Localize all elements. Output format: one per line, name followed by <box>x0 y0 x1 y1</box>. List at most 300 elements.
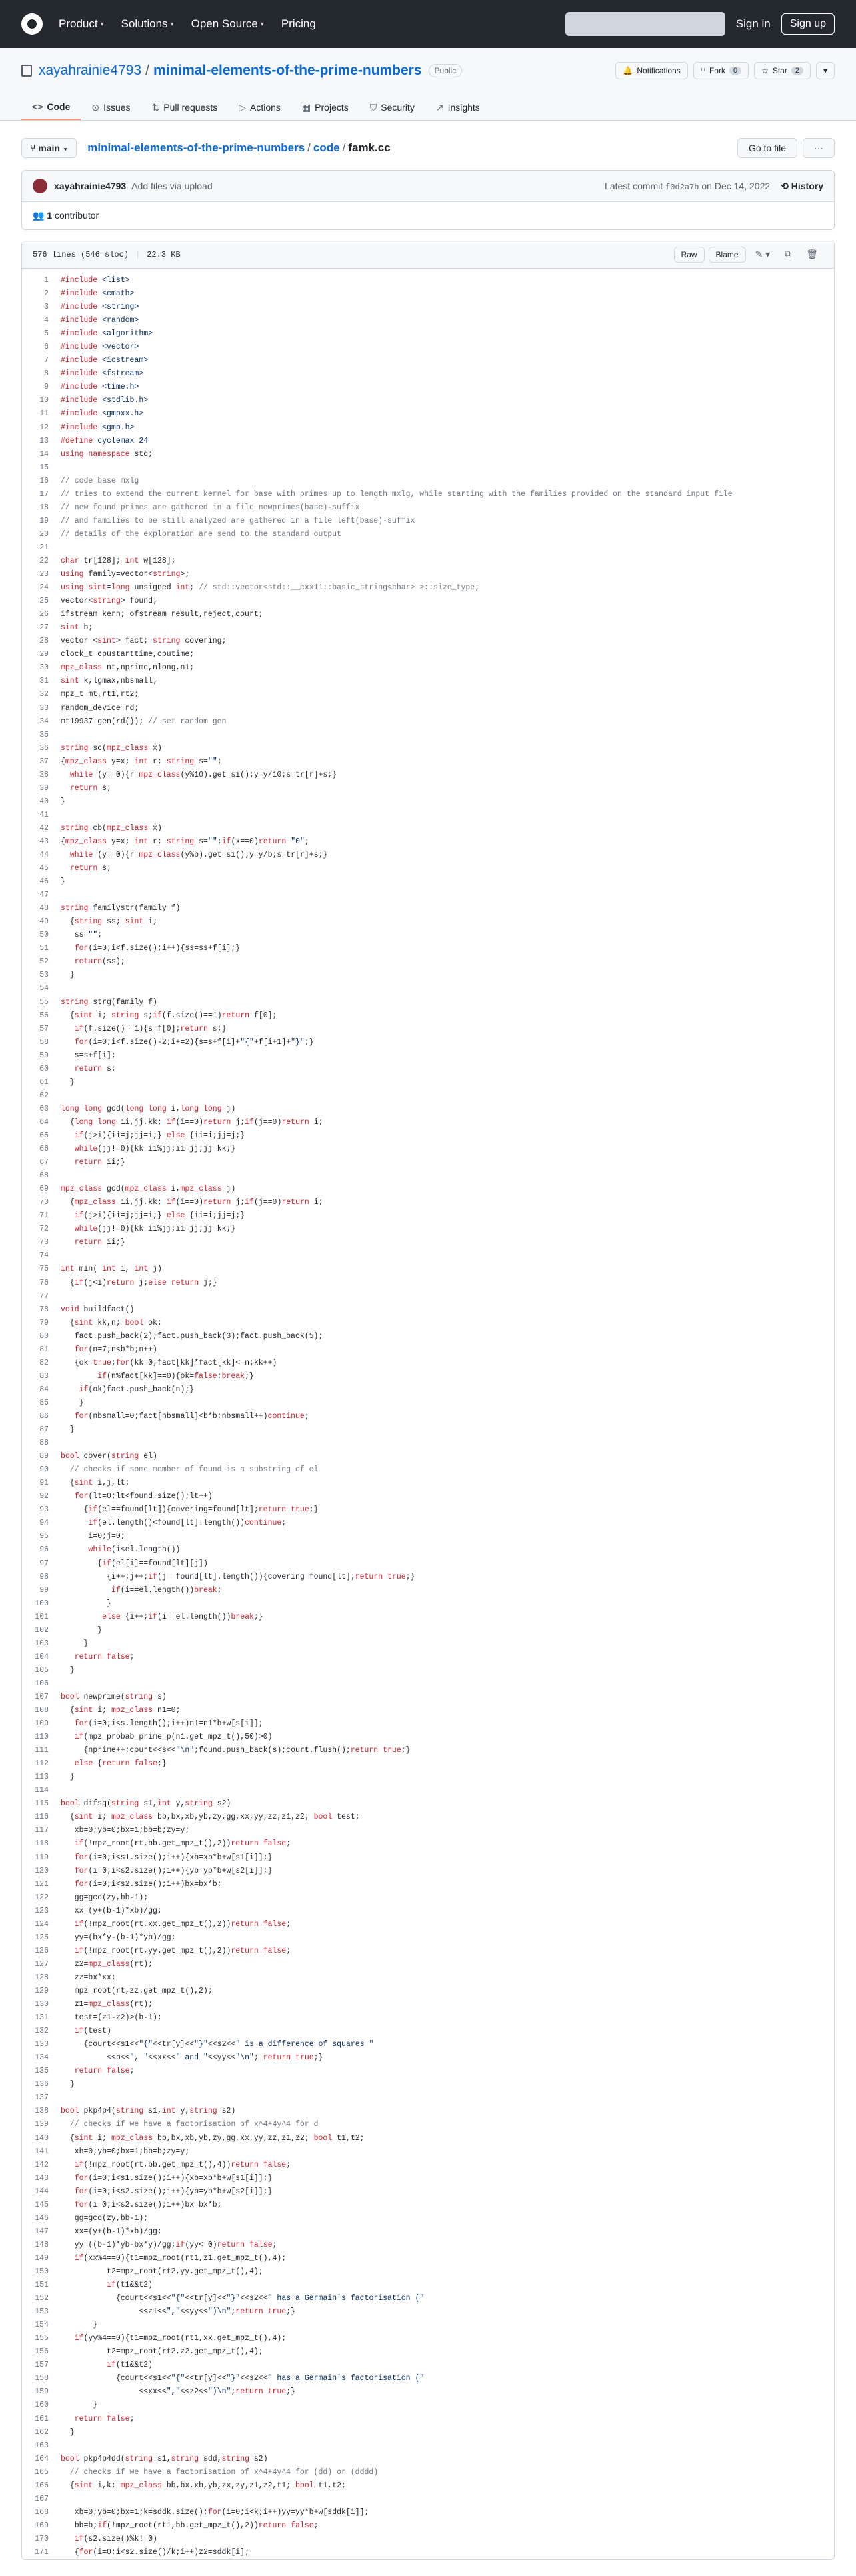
line-number[interactable]: 63 <box>39 1104 49 1113</box>
line-number[interactable]: 88 <box>39 1439 49 1448</box>
code-text: gg=gcd(zy,bb-1); <box>61 1893 149 1902</box>
line-number[interactable]: 14 <box>39 449 49 459</box>
line-number[interactable]: 144 <box>35 2187 49 2196</box>
code-text: {sint i; mpz_class bb,bx,xb,yb,zy,gg,xx,yy,zz,z1,z2; bool test; <box>61 1813 360 1822</box>
code-line <box>22 1517 834 1530</box>
code-line <box>22 1103 834 1116</box>
code-text: vector<string> found; <box>61 597 157 606</box>
repo-name-link[interactable]: minimal-elements-of-the-prime-numbers <box>153 63 422 78</box>
more-options-button[interactable]: ··· <box>803 138 835 158</box>
edit-icon[interactable]: ✎ ▾ <box>755 249 771 259</box>
line-number[interactable]: 111 <box>35 1746 49 1755</box>
breadcrumb-repo-link[interactable]: minimal-elements-of-the-prime-numbers <box>87 141 305 154</box>
code-text: mt19937 gen(rd()); // set random gen <box>61 717 227 726</box>
code-line <box>22 915 834 929</box>
code-text: // checks if we have a factorisation of x^4+4y^4 for (dd) or (dddd) <box>61 2467 379 2477</box>
chevron-down-icon: ▾ <box>170 20 174 28</box>
line-number[interactable]: 50 <box>39 931 49 940</box>
line-number[interactable]: 45 <box>39 864 49 873</box>
sign-in-link[interactable]: Sign in <box>735 17 771 30</box>
commit-hash-link[interactable]: f0d2a7b <box>665 182 699 192</box>
line-number[interactable]: 1 <box>44 276 49 285</box>
line-number[interactable]: 39 <box>39 783 49 793</box>
line-number[interactable]: 81 <box>39 1345 49 1354</box>
line-number[interactable]: 117 <box>35 1826 49 1835</box>
tab-security[interactable] <box>359 95 425 120</box>
line-number[interactable]: 7 <box>44 356 49 365</box>
code-line <box>22 1651 834 1664</box>
copy-icon[interactable]: ⧉ <box>785 249 792 259</box>
code-text: // code base mxlg <box>61 476 139 485</box>
line-number[interactable]: 145 <box>35 2200 49 2209</box>
history-button[interactable] <box>781 181 823 192</box>
star-button[interactable] <box>754 62 811 79</box>
tab-actions[interactable] <box>228 95 291 120</box>
code-text: bool difsq(string s1,int y,string s2) <box>61 1799 231 1809</box>
code-line <box>22 809 834 822</box>
code-text: xb=0;yb=0;bx=1;bb=b;zy=y; <box>61 2147 190 2156</box>
line-number[interactable]: 40 <box>39 797 49 806</box>
line-number[interactable]: 17 <box>39 489 49 499</box>
line-number[interactable]: 72 <box>39 1225 49 1234</box>
line-number[interactable]: 65 <box>39 1131 49 1140</box>
line-number[interactable]: 105 <box>35 1665 49 1675</box>
line-number[interactable]: 146 <box>35 2213 49 2223</box>
code-line <box>22 955 834 969</box>
code-line <box>22 2506 834 2519</box>
code-line <box>22 2145 834 2159</box>
line-number[interactable]: 30 <box>39 663 49 673</box>
line-number[interactable]: 128 <box>35 1973 49 1982</box>
line-number[interactable]: 112 <box>35 1759 49 1769</box>
line-number[interactable]: 125 <box>35 1933 49 1942</box>
contributors-bar <box>21 202 835 230</box>
code-text: fact.push_back(2);fact.push_back(3);fact.push_back(5); <box>61 1331 323 1341</box>
code-line <box>22 1370 834 1383</box>
pr-icon: ⇅ <box>151 101 160 113</box>
line-number[interactable]: 158 <box>35 2374 49 2383</box>
line-number[interactable]: 23 <box>39 570 49 579</box>
line-number[interactable]: 124 <box>35 1919 49 1929</box>
commit-date: on Dec 14, 2022 <box>701 180 771 191</box>
code-line <box>22 1503 834 1517</box>
line-number[interactable]: 160 <box>35 2401 49 2410</box>
code-text: #include <cmath> <box>61 289 135 299</box>
line-number[interactable]: 12 <box>39 423 49 432</box>
code-text: for(nbsmall=0;fact[nbsmall]<b*b;nbsmall++)continue; <box>74 1411 309 1421</box>
line-number[interactable]: 4 <box>44 316 49 325</box>
line-number[interactable]: 147 <box>35 2227 49 2236</box>
line-number[interactable]: 71 <box>39 1211 49 1221</box>
line-number[interactable]: 43 <box>39 837 49 846</box>
code-line <box>22 2252 834 2265</box>
line-number[interactable]: 134 <box>35 2053 49 2063</box>
code-text: for(lt=0;lt<found.size();lt++) <box>74 1492 213 1501</box>
line-number[interactable]: 96 <box>39 1545 49 1555</box>
line-number[interactable]: 47 <box>39 891 49 900</box>
line-number[interactable]: 92 <box>39 1492 49 1501</box>
line-number[interactable]: 68 <box>39 1171 49 1181</box>
code-line <box>22 381 834 394</box>
code-line <box>22 2359 834 2372</box>
line-number[interactable]: 26 <box>39 610 49 619</box>
line-number[interactable]: 110 <box>35 1733 49 1742</box>
line-number[interactable]: 102 <box>35 1625 49 1635</box>
line-number[interactable]: 159 <box>35 2387 49 2397</box>
line-number[interactable]: 85 <box>39 1398 49 1407</box>
code-text: if(!mpz_root(rt,bb.get_mpz_t(),4))return false; <box>74 2160 291 2169</box>
code-line <box>22 1477 834 1490</box>
trash-icon[interactable]: 🗑 <box>806 249 818 259</box>
line-number[interactable]: 6 <box>44 343 49 352</box>
line-number[interactable]: 93 <box>39 1505 49 1515</box>
line-number[interactable]: 74 <box>39 1251 49 1261</box>
repo-header <box>0 48 856 121</box>
line-number[interactable]: 103 <box>35 1639 49 1648</box>
line-number[interactable]: 95 <box>39 1532 49 1541</box>
code-text: #include <vector> <box>61 343 139 352</box>
code-line <box>22 475 834 488</box>
code-text: // checks if we have a factorisation of x^4+4y^4 for d <box>61 2120 319 2129</box>
line-number[interactable]: 137 <box>35 2093 49 2103</box>
line-number[interactable]: 131 <box>35 2013 49 2023</box>
line-number[interactable]: 151 <box>35 2281 49 2290</box>
line-number[interactable]: 116 <box>35 1813 49 1822</box>
notifications-button[interactable] <box>615 62 687 79</box>
line-number[interactable]: 27 <box>39 623 49 633</box>
code-text: return ii;} <box>74 1158 125 1167</box>
breadcrumb-folder-link[interactable]: code <box>313 141 340 154</box>
line-number[interactable]: 48 <box>39 904 49 913</box>
line-number[interactable]: 109 <box>35 1719 49 1729</box>
notifications-label: Notifications <box>637 66 681 75</box>
code-text: } <box>61 1665 75 1675</box>
code-line <box>22 2239 834 2252</box>
line-number[interactable]: 120 <box>35 1866 49 1875</box>
line-number[interactable]: 163 <box>35 2441 49 2450</box>
line-number[interactable]: 169 <box>35 2521 49 2530</box>
code-line <box>22 394 834 407</box>
line-number[interactable]: 52 <box>39 957 49 967</box>
line-number[interactable]: 130 <box>35 2000 49 2009</box>
line-number[interactable]: 107 <box>35 1692 49 1701</box>
code-text: #include <fstream> <box>61 369 144 379</box>
line-number[interactable]: 83 <box>39 1371 49 1381</box>
line-number[interactable]: 91 <box>39 1479 49 1488</box>
line-number[interactable]: 62 <box>39 1091 49 1100</box>
line-number[interactable]: 28 <box>39 637 49 646</box>
line-number[interactable]: 80 <box>39 1331 49 1341</box>
code-listing <box>22 269 834 2559</box>
line-number[interactable]: 34 <box>39 717 49 726</box>
line-number[interactable]: 76 <box>39 1278 49 1287</box>
line-number[interactable]: 20 <box>39 529 49 539</box>
line-number[interactable]: 24 <box>39 583 49 593</box>
code-text: z2=mpz_class(rt); <box>61 1959 153 1969</box>
line-number[interactable]: 113 <box>35 1773 49 1782</box>
code-text: <<b<<", "<<xx<<" and "<<yy<<"\n"; return true;} <box>61 2053 323 2063</box>
code-line <box>22 702 834 715</box>
code-text: xx=(y+(b-1)*xb)/gg; <box>61 2227 162 2236</box>
code-line <box>22 2105 834 2118</box>
line-number[interactable]: 123 <box>35 1906 49 1915</box>
line-number[interactable]: 171 <box>35 2547 49 2557</box>
line-number[interactable]: 44 <box>39 851 49 860</box>
code-text: while (y!=0){r=mpz_class(y%b).get_si();y=y/b;s=tr[r]+s;} <box>69 851 328 860</box>
line-number[interactable]: 149 <box>35 2253 49 2263</box>
line-number[interactable]: 133 <box>35 2040 49 2049</box>
code-text: } <box>61 1625 103 1635</box>
line-number[interactable]: 38 <box>39 770 49 779</box>
line-number[interactable]: 122 <box>35 1893 49 1902</box>
line-number[interactable]: 18 <box>39 503 49 512</box>
line-number[interactable]: 3 <box>44 303 49 312</box>
nav-product[interactable] <box>59 17 104 31</box>
line-number[interactable]: 64 <box>39 1117 49 1127</box>
code-text: while(jj!=0){kk=ii%jj;ii=jj;jj=kk;} <box>74 1225 236 1234</box>
line-number[interactable]: 42 <box>39 823 49 833</box>
line-number[interactable]: 154 <box>35 2321 49 2330</box>
line-number[interactable]: 21 <box>39 543 49 552</box>
line-number[interactable]: 156 <box>35 2347 49 2357</box>
code-line <box>22 2493 834 2506</box>
line-number[interactable]: 19 <box>39 516 49 525</box>
contributors-label[interactable]: contributor <box>55 210 99 221</box>
repo-slash: / <box>145 63 149 78</box>
line-number[interactable]: 101 <box>35 1612 49 1621</box>
nav-pricing[interactable] <box>281 17 316 31</box>
tab-pull-requests[interactable] <box>141 95 229 120</box>
code-text: mpz_t mt,rt1,rt2; <box>61 690 139 699</box>
line-number[interactable]: 79 <box>39 1318 49 1327</box>
code-line <box>22 2025 834 2038</box>
table-icon: ▦ <box>301 101 311 113</box>
code-line <box>22 1717 834 1731</box>
code-line <box>22 996 834 1009</box>
code-line <box>22 581 834 595</box>
code-line <box>22 2132 834 2145</box>
line-number[interactable]: 31 <box>39 677 49 686</box>
line-number[interactable]: 108 <box>35 1706 49 1715</box>
code-text: {mpz_class y=x; int r; string s="";if(x==0)return "0"; <box>61 837 309 846</box>
line-number[interactable]: 162 <box>35 2427 49 2437</box>
code-line <box>22 1263 834 1276</box>
code-line <box>22 1169 834 1183</box>
line-number[interactable]: 98 <box>39 1572 49 1581</box>
branch-select-button[interactable] <box>21 138 77 158</box>
tab-code[interactable] <box>21 95 81 120</box>
line-number[interactable]: 10 <box>39 396 49 405</box>
code-text: for(i=0;i<s.length();i++)n1=n1*b+w[s[i]]; <box>74 1719 263 1729</box>
line-number[interactable]: 75 <box>39 1265 49 1274</box>
line-number[interactable]: 53 <box>39 971 49 980</box>
line-number[interactable]: 9 <box>44 383 49 392</box>
tab-code-label: Code <box>47 101 71 112</box>
line-number[interactable]: 69 <box>39 1185 49 1194</box>
line-number[interactable]: 136 <box>35 2080 49 2089</box>
code-text: return ii;} <box>74 1238 125 1247</box>
line-number[interactable]: 54 <box>39 984 49 993</box>
branch-name: main <box>38 143 60 153</box>
code-text: #include <gmp.h> <box>61 423 135 432</box>
line-number[interactable]: 55 <box>39 997 49 1007</box>
line-number[interactable]: 32 <box>39 690 49 699</box>
code-text: long long gcd(long long i,long long j) <box>61 1104 236 1113</box>
code-line <box>22 1624 834 1637</box>
line-number[interactable]: 61 <box>39 1077 49 1087</box>
line-number[interactable]: 121 <box>35 1879 49 1889</box>
repo-owner-link[interactable]: xayahrainie4793 <box>39 63 142 78</box>
line-number[interactable]: 59 <box>39 1051 49 1060</box>
line-number[interactable]: 89 <box>39 1452 49 1461</box>
line-number[interactable]: 15 <box>39 463 49 472</box>
code-text: while(i<el.length()) <box>88 1545 181 1555</box>
line-number[interactable]: 70 <box>39 1198 49 1207</box>
line-number[interactable]: 143 <box>35 2173 49 2183</box>
line-number[interactable]: 90 <box>39 1465 49 1475</box>
line-number[interactable]: 41 <box>39 810 49 819</box>
line-number[interactable]: 49 <box>39 917 49 927</box>
line-number[interactable]: 138 <box>35 2107 49 2116</box>
line-number[interactable]: 115 <box>35 1799 49 1809</box>
line-number[interactable]: 84 <box>39 1385 49 1394</box>
line-number[interactable]: 86 <box>39 1411 49 1421</box>
line-number[interactable]: 161 <box>35 2414 49 2423</box>
code-text: {for(i=0;i<s2.size()/k;i++)z2=sddk[i]; <box>61 2547 249 2557</box>
chevron-down-icon: ▾ <box>823 66 827 75</box>
raw-button[interactable]: Raw <box>674 247 705 263</box>
line-number[interactable]: 167 <box>35 2494 49 2503</box>
line-number[interactable]: 60 <box>39 1064 49 1073</box>
line-number[interactable]: 35 <box>39 730 49 739</box>
line-number[interactable]: 139 <box>35 2120 49 2129</box>
line-number[interactable]: 152 <box>35 2294 49 2303</box>
code-text: } <box>61 2401 98 2410</box>
search-input[interactable] <box>565 12 725 36</box>
code-line <box>22 2265 834 2279</box>
tab-projects[interactable] <box>291 95 359 120</box>
code-line <box>22 1744 834 1757</box>
code-text: for(i=0;i<s1.size();i++){xb=xb*b+w[s1[i]];} <box>74 1853 273 1862</box>
github-logo-icon[interactable] <box>21 13 43 35</box>
line-number[interactable]: 56 <box>39 1011 49 1020</box>
sign-up-button[interactable]: Sign up <box>781 13 835 35</box>
avatar[interactable] <box>33 179 47 193</box>
code-text: #include <iostream> <box>61 356 149 365</box>
line-number[interactable]: 46 <box>39 877 49 887</box>
code-text: } <box>61 1639 89 1648</box>
line-number[interactable]: 104 <box>35 1652 49 1661</box>
line-number[interactable]: 5 <box>44 329 49 339</box>
commit-author-link[interactable]: xayahrainie4793 <box>54 181 127 191</box>
code-line <box>22 1757 834 1771</box>
blame-button[interactable]: Blame <box>709 247 746 263</box>
fork-button[interactable] <box>693 62 749 79</box>
line-number[interactable]: 77 <box>39 1291 49 1301</box>
line-number[interactable]: 126 <box>35 1946 49 1955</box>
line-number[interactable]: 51 <box>39 944 49 953</box>
code-line <box>22 969 834 982</box>
line-number[interactable]: 135 <box>35 2067 49 2076</box>
tab-issues[interactable] <box>81 95 141 120</box>
code-line <box>22 1437 834 1450</box>
line-number[interactable]: 165 <box>35 2467 49 2477</box>
line-number[interactable]: 33 <box>39 703 49 713</box>
line-number[interactable]: 100 <box>35 1599 49 1608</box>
line-number[interactable]: 82 <box>39 1358 49 1367</box>
line-number[interactable]: 141 <box>35 2147 49 2156</box>
line-number[interactable]: 25 <box>39 597 49 606</box>
nav-solutions[interactable] <box>121 17 174 31</box>
line-number[interactable]: 37 <box>39 757 49 766</box>
line-number[interactable]: 36 <box>39 743 49 753</box>
line-number[interactable]: 22 <box>39 556 49 565</box>
line-number[interactable]: 87 <box>39 1425 49 1435</box>
code-line <box>22 1945 834 1958</box>
go-to-file-button[interactable]: Go to file <box>737 138 797 158</box>
tab-actions-label: Actions <box>250 102 281 113</box>
line-number[interactable]: 148 <box>35 2240 49 2249</box>
line-number[interactable]: 114 <box>35 1786 49 1795</box>
line-number[interactable]: 140 <box>35 2133 49 2143</box>
code-line <box>22 2118 834 2131</box>
line-number[interactable]: 94 <box>39 1519 49 1528</box>
line-number[interactable]: 168 <box>35 2507 49 2517</box>
code-text: } <box>61 1425 75 1435</box>
code-line <box>22 287 834 301</box>
code-line <box>22 1584 834 1597</box>
code-line <box>22 1236 834 1249</box>
line-number[interactable]: 13 <box>39 436 49 445</box>
line-number[interactable]: 129 <box>35 1987 49 1995</box>
line-number[interactable]: 78 <box>39 1305 49 1314</box>
line-number[interactable]: 164 <box>35 2454 49 2463</box>
line-number[interactable]: 11 <box>39 409 49 419</box>
code-line <box>22 782 834 795</box>
line-number[interactable]: 16 <box>39 476 49 485</box>
code-text: test=(z1-z2)>(b-1); <box>61 2013 162 2023</box>
line-number[interactable]: 2 <box>44 289 49 299</box>
commit-message[interactable]: Add files via upload <box>131 181 213 191</box>
line-number[interactable]: 170 <box>35 2534 49 2543</box>
line-number[interactable]: 150 <box>35 2267 49 2276</box>
line-number[interactable]: 99 <box>39 1585 49 1595</box>
line-number[interactable]: 8 <box>44 369 49 379</box>
line-number[interactable]: 66 <box>39 1145 49 1154</box>
line-number[interactable]: 97 <box>39 1559 49 1568</box>
line-number[interactable]: 67 <box>39 1158 49 1167</box>
line-number[interactable]: 29 <box>39 650 49 659</box>
line-number[interactable]: 106 <box>35 1679 49 1688</box>
code-line <box>22 1277 834 1290</box>
line-number[interactable]: 153 <box>35 2307 49 2317</box>
nav-open-source[interactable] <box>191 17 264 31</box>
line-number[interactable]: 142 <box>35 2160 49 2169</box>
tab-insights[interactable] <box>425 95 491 120</box>
line-number[interactable]: 155 <box>35 2334 49 2343</box>
line-number[interactable]: 73 <box>39 1238 49 1247</box>
line-number[interactable]: 57 <box>39 1024 49 1033</box>
line-number[interactable]: 132 <box>35 2027 49 2036</box>
line-number[interactable]: 166 <box>35 2481 49 2490</box>
line-number[interactable]: 58 <box>39 1037 49 1047</box>
line-number[interactable]: 127 <box>35 1959 49 1969</box>
line-number[interactable]: 119 <box>35 1853 49 1862</box>
line-number[interactable]: 118 <box>35 1839 49 1849</box>
code-line <box>22 2065 834 2078</box>
line-number[interactable]: 157 <box>35 2361 49 2370</box>
star-dropdown-button[interactable] <box>816 62 835 79</box>
